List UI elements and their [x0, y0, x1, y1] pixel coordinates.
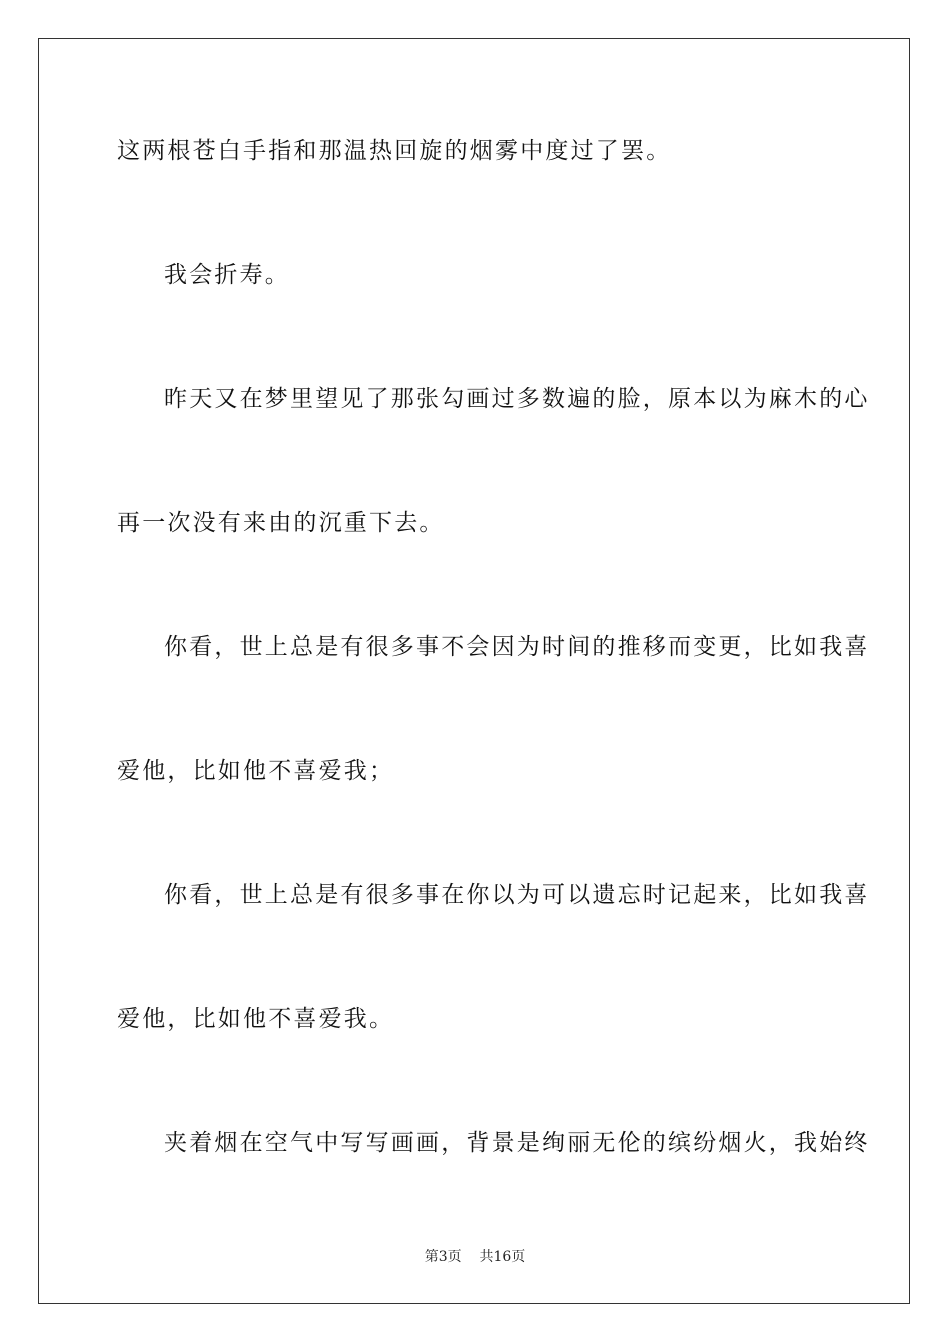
text-line: 昨天又在梦里望见了那张勾画过多数遍的脸，原本以为麻木的心	[164, 386, 870, 412]
text-line: 爱他，比如他不喜爱我；	[117, 758, 395, 784]
text-line: 这两根苍白手指和那温热回旋的烟雾中度过了罢。	[117, 138, 672, 164]
text-line: 你看，世上总是有很多事不会因为时间的推移而变更，比如我喜	[164, 634, 870, 660]
page-border	[38, 38, 910, 1304]
text-line: 夹着烟在空气中写写画画，背景是绚丽无伦的缤纷烟火，我始终	[164, 1130, 870, 1156]
text-line: 你看，世上总是有很多事在你以为可以遗忘时记起来，比如我喜	[164, 882, 870, 908]
text-line: 再一次没有来由的沉重下去。	[117, 510, 445, 536]
text-line: 我会折寿。	[164, 262, 290, 288]
text-line: 爱他，比如他不喜爱我。	[117, 1006, 395, 1032]
page-number-footer: 第3页 共16页	[424, 1249, 526, 1265]
